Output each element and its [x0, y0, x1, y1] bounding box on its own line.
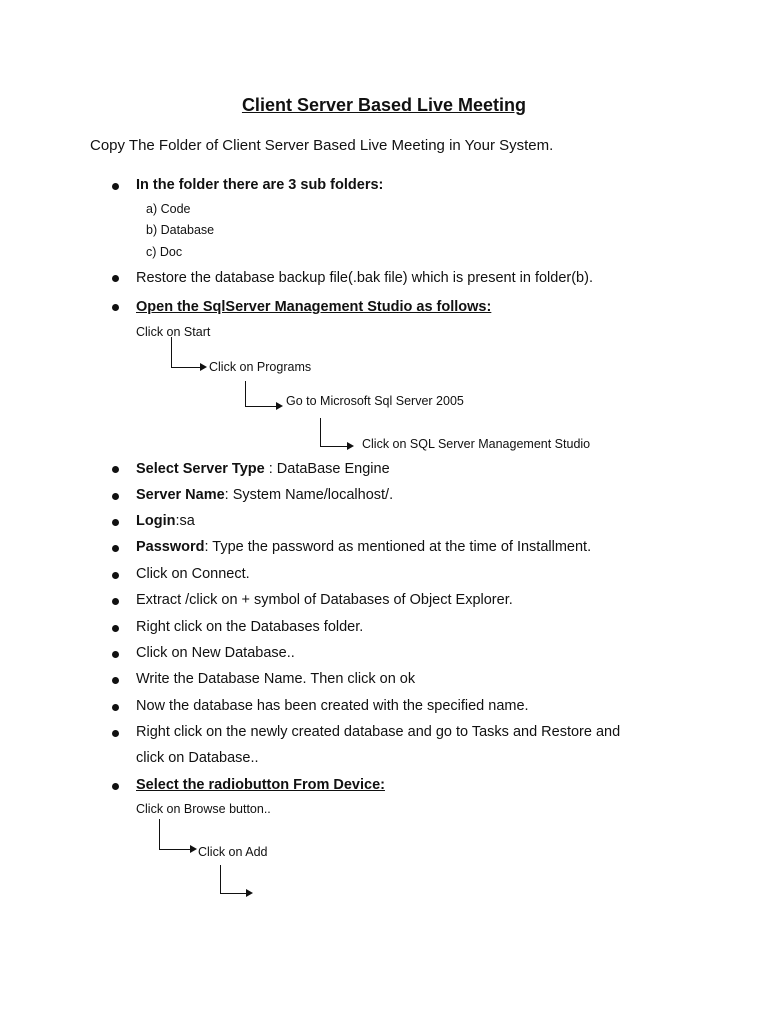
bullet — [112, 493, 119, 500]
bullet — [112, 783, 119, 790]
restore-step-line2: click on Database.. — [136, 750, 259, 766]
setting-server-type — [136, 461, 390, 477]
step-click-programs: Click on Programs — [209, 360, 312, 374]
bullet — [112, 466, 119, 473]
folders-heading: In the folder there are 3 sub folders: — [136, 177, 384, 193]
document-title: Client Server Based Live Meeting — [241, 95, 527, 115]
bullet — [112, 183, 119, 190]
step-click-start: Click on Start — [136, 325, 211, 339]
step-connector — [320, 418, 347, 447]
bullet — [112, 519, 119, 526]
step-click-add: Click on Add — [198, 845, 268, 859]
bullet — [112, 677, 119, 684]
bullet — [112, 304, 119, 311]
bullet — [112, 704, 119, 711]
step-connector — [245, 381, 276, 407]
step-connector — [159, 819, 190, 850]
instruction-item: Click on New Database.. — [136, 645, 295, 661]
arrow-right-icon — [200, 363, 207, 371]
bullet — [112, 625, 119, 632]
instruction-item: Write the Database Name. Then click on ok — [136, 671, 416, 687]
step-connector — [171, 337, 200, 368]
bullet — [112, 545, 119, 552]
step-click-ssms: Click on SQL Server Management Studio — [362, 437, 591, 451]
setting-label: Password — [136, 539, 205, 555]
arrow-right-icon — [190, 845, 197, 853]
intro-text: Copy The Folder of Client Server Based Live Meeting in Your System. — [90, 137, 554, 154]
restore-step-line1: Right click on the newly created database and go to Tasks and Restore and — [136, 724, 621, 740]
instruction-item: Now the database has been created with the specified name. — [136, 698, 529, 714]
bullet — [112, 730, 119, 737]
setting-server-name — [136, 487, 393, 503]
setting-label: Server Name — [136, 487, 225, 503]
setting-value: :sa — [175, 513, 195, 529]
arrow-right-icon — [246, 889, 253, 897]
arrow-right-icon — [347, 442, 354, 450]
arrow-right-icon — [276, 402, 283, 410]
setting-value: : System Name/localhost/. — [224, 487, 394, 503]
setting-value: : DataBase Engine — [264, 461, 390, 477]
setting-label: Select Server Type — [136, 461, 265, 477]
folder-item-database: b) Database — [146, 223, 215, 237]
step-click-browse: Click on Browse button.. — [136, 802, 271, 816]
bullet — [112, 651, 119, 658]
open-ssms-heading: Open the SqlServer Management Studio as follows: — [136, 299, 492, 315]
bullet — [112, 572, 119, 579]
step-go-to-sql-server: Go to Microsoft Sql Server 2005 — [286, 394, 464, 408]
folder-item-code: a) Code — [146, 202, 191, 216]
setting-login — [136, 513, 195, 529]
bullet — [112, 275, 119, 282]
step-connector — [220, 865, 246, 894]
setting-value: : Type the password as mentioned at the time of Installment. — [204, 539, 592, 555]
instruction-item: Click on Connect. — [136, 566, 250, 582]
instruction-item: Extract /click on + symbol of Databases of Object Explorer. — [136, 592, 513, 608]
restore-text: Restore the database backup file(.bak file) which is present in folder(b). — [136, 270, 593, 286]
folder-item-doc: c) Doc — [146, 245, 183, 259]
setting-label: Login — [136, 513, 176, 529]
setting-password — [136, 539, 591, 555]
device-heading: Select the radiobutton From Device: — [136, 777, 385, 793]
bullet — [112, 598, 119, 605]
instruction-item: Right click on the Databases folder. — [136, 619, 364, 635]
